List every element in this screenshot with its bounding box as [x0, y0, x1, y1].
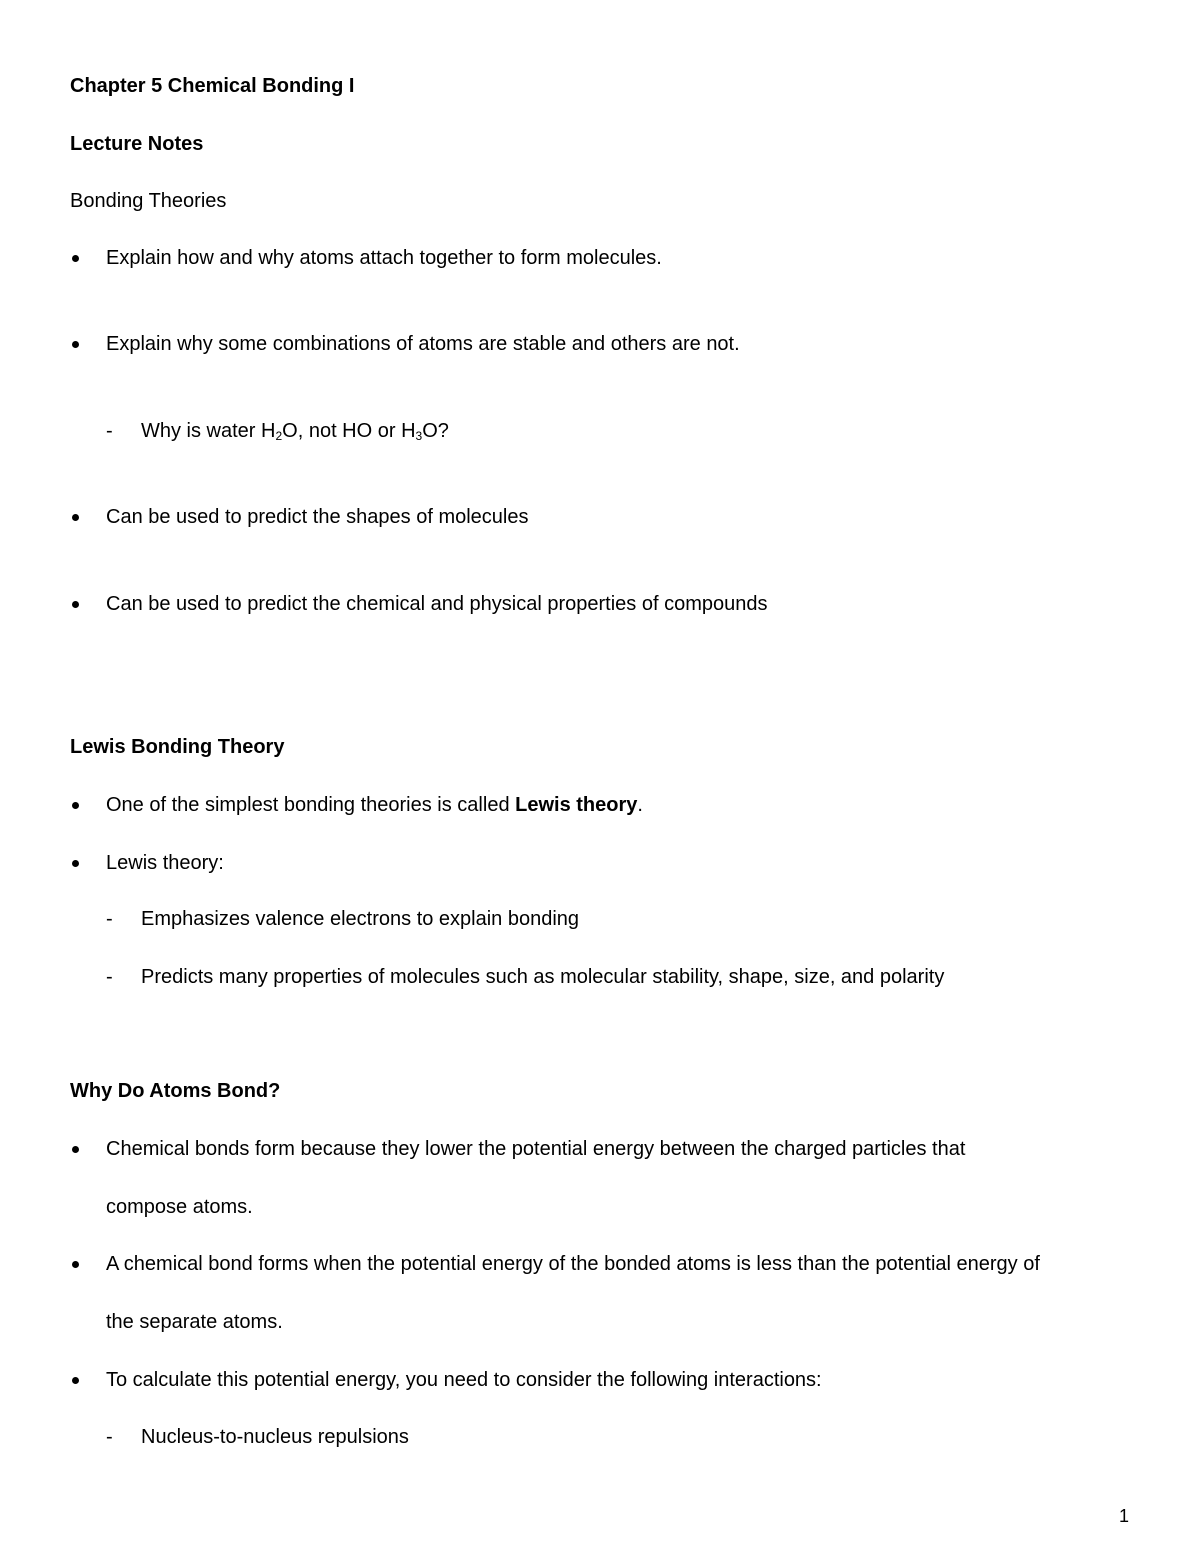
list-item-continuation: compose atoms.: [106, 1196, 253, 1218]
list-item: Explain how and why atoms attach together to form molecules.: [106, 247, 662, 269]
bullet-icon: [72, 860, 79, 867]
section-heading-lewis-bonding-theory: Lewis Bonding Theory: [70, 736, 285, 758]
list-item-continuation: the separate atoms.: [106, 1311, 283, 1333]
sub-list-item: Nucleus-to-nucleus repulsions: [141, 1426, 409, 1448]
list-item: One of the simplest bonding theories is called Lewis theory.: [106, 794, 643, 816]
dash-marker: -: [106, 1426, 113, 1448]
list-item: Can be used to predict the shapes of molecules: [106, 506, 529, 528]
page-number: 1: [1119, 1506, 1130, 1526]
dash-marker: -: [106, 908, 113, 930]
document-subtitle: Lecture Notes: [70, 133, 204, 155]
list-item: Can be used to predict the chemical and physical properties of compounds: [106, 593, 768, 615]
bullet-icon: [72, 341, 79, 348]
sub-list-item-water: Why is water $H_2O$, not HO or $H_3O$?: [141, 420, 449, 443]
bullet-icon: [72, 255, 79, 262]
dash-marker: -: [106, 966, 113, 988]
list-item: Explain why some combinations of atoms are stable and others are not.: [106, 333, 740, 355]
dash-marker: -: [106, 420, 113, 442]
section-heading-why-do-atoms-bond: Why Do Atoms Bond?: [70, 1080, 281, 1102]
section-heading-bonding-theories: Bonding Theories: [70, 190, 227, 212]
bullet-icon: [72, 1146, 79, 1153]
list-item: A chemical bond forms when the potential energy of the bonded atoms is less than the potential energy of: [106, 1253, 1040, 1275]
bullet-icon: [72, 1377, 79, 1384]
bullet-icon: [72, 514, 79, 521]
document-title: Chapter 5 Chemical Bonding I: [70, 75, 355, 97]
sub-list-item: Emphasizes valence electrons to explain bonding: [141, 908, 580, 930]
list-item: To calculate this potential energy, you need to consider the following interactions:: [106, 1369, 822, 1391]
bullet-icon: [72, 802, 79, 809]
list-item: Chemical bonds form because they lower the potential energy between the charged particles that: [106, 1138, 966, 1160]
sub-list-item: Predicts many properties of molecules such as molecular stability, shape, size, and polarity: [141, 966, 945, 988]
bullet-icon: [72, 1261, 79, 1268]
bullet-icon: [72, 601, 79, 608]
list-item: Lewis theory:: [106, 852, 224, 874]
